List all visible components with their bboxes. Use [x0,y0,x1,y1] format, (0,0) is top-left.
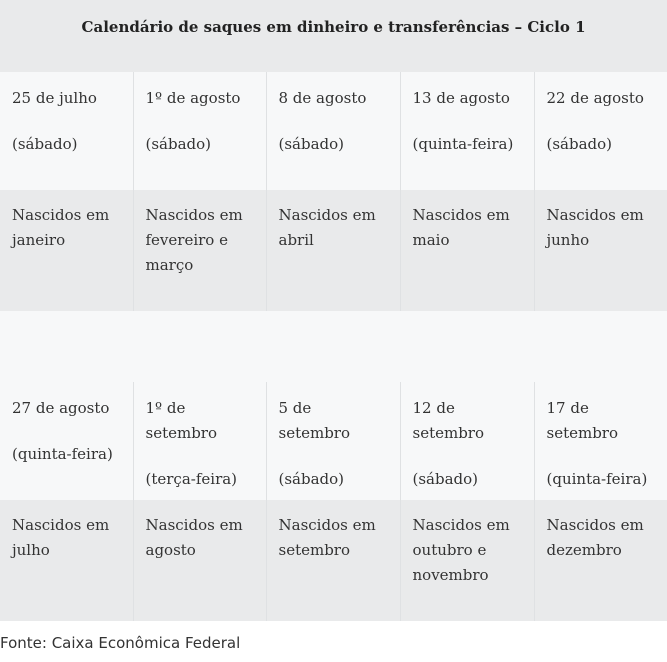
spacer-cell [0,311,667,382]
weekday-text: (quinta-feira) [546,470,648,488]
born-cell: Nascidos em fevereiro e março [133,190,266,311]
weekday-text: (sábado) [12,135,78,153]
date-cell [0,382,133,500]
weekday-text: (quinta-feira) [12,445,113,463]
date-cell [400,72,534,190]
born-cell: Nascidos em abril [266,190,400,311]
born-row-2 [0,500,667,621]
born-cell: Nascidos em setembro [266,500,400,621]
born-cell: Nascidos em janeiro [0,190,133,311]
date-text: 17 de setembro [546,399,619,442]
date-cell [534,72,667,190]
spacer-row [0,311,667,382]
weekday-text: (sábado) [145,135,212,153]
date-text: 27 de agosto [12,399,110,417]
date-cell [133,382,266,500]
date-text: 22 de agosto [546,89,644,107]
title-row [0,0,667,72]
date-cell [400,382,534,500]
date-cell [266,382,400,500]
date-text: 8 de agosto [278,89,367,107]
weekday-text: (sábado) [278,135,345,153]
born-row-1 [0,190,667,311]
date-row-2 [0,382,667,500]
date-text: 1º de agosto [145,89,241,107]
born-cell: Nascidos em dezembro [534,500,667,621]
date-text: 13 de agosto [412,89,510,107]
date-text: 5 de setembro [278,399,351,442]
born-cell: Nascidos em outubro e novembro [400,500,534,621]
born-cell: Nascidos em agosto [133,500,266,621]
date-text: 12 de setembro [412,399,485,442]
date-cell [0,72,133,190]
weekday-text: (sábado) [546,135,613,153]
weekday-text: (sábado) [412,470,479,488]
born-cell: Nascidos em julho [0,500,133,621]
date-text: 25 de julho [12,89,97,107]
date-text: 1º de setembro [145,399,218,442]
born-cell: Nascidos em maio [400,190,534,311]
born-cell: Nascidos em junho [534,190,667,311]
weekday-text: (terça-feira) [145,470,238,488]
weekday-text: (quinta-feira) [412,135,514,153]
date-cell [133,72,266,190]
date-cell [266,72,400,190]
table-title: Calendário de saques em dinheiro e transferências – Ciclo 1 [0,0,667,72]
source-caption: Fonte: Caixa Econômica Federal [0,634,241,652]
date-row-1 [0,72,667,190]
weekday-text: (sábado) [278,470,345,488]
date-cell [534,382,667,500]
